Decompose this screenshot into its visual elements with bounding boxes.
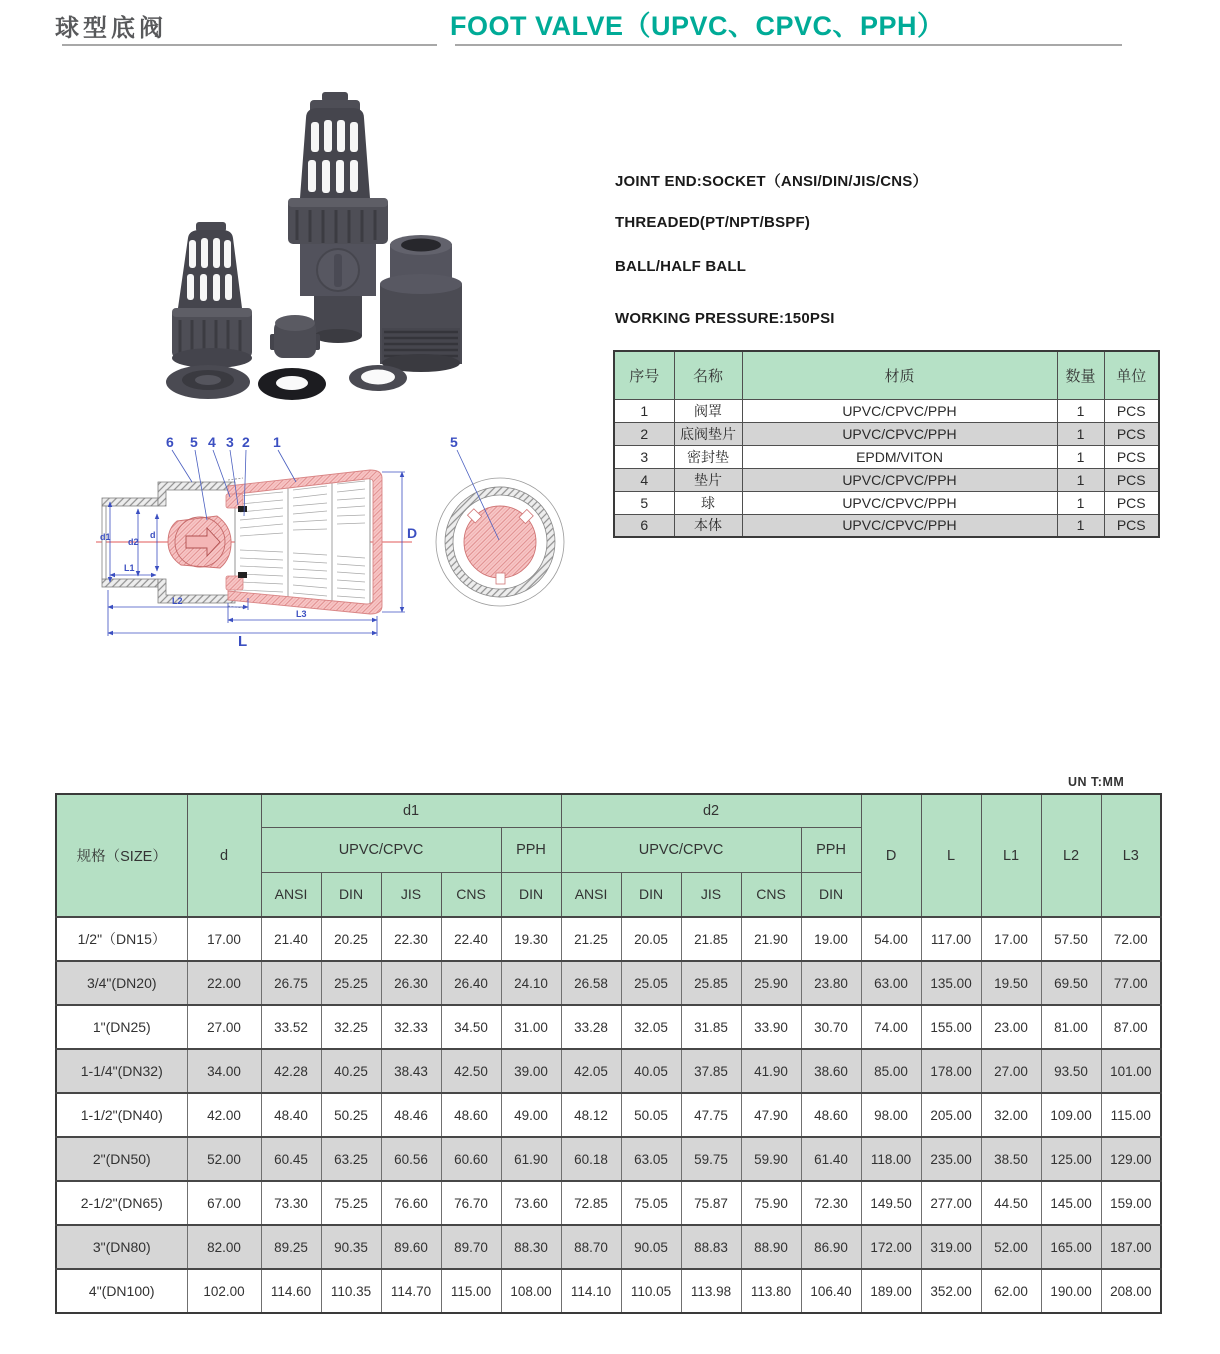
dim-cell: 98.00: [861, 1093, 921, 1137]
parts-cell: 1: [614, 399, 674, 422]
parts-cell: 3: [614, 445, 674, 468]
ball-section: [168, 516, 231, 568]
svg-text:L: L: [238, 633, 248, 650]
dim-row: [56, 1005, 1161, 1049]
dim-cell: 73.60: [501, 1181, 561, 1225]
size-cell: 1-1/2"(DN40): [56, 1093, 187, 1137]
dim-cell: 208.00: [1101, 1269, 1161, 1313]
size-cell: 3"(DN80): [56, 1225, 187, 1269]
dim-cell: 113.80: [741, 1269, 801, 1313]
dim-cell: 172.00: [861, 1225, 921, 1269]
dim-cell: 114.60: [261, 1269, 321, 1313]
size-cell: 1"(DN25): [56, 1005, 187, 1049]
dim-cell: 17.00: [981, 917, 1041, 961]
L-header: L: [921, 794, 981, 917]
dim-cell: 52.00: [981, 1225, 1041, 1269]
callout-labels: [166, 434, 281, 450]
dim-cell: 21.90: [741, 917, 801, 961]
dim-cell: 319.00: [921, 1225, 981, 1269]
dim-cell: 113.98: [681, 1269, 741, 1313]
dim-cell: 60.56: [381, 1137, 441, 1181]
dim-cell: 17.00: [187, 917, 261, 961]
dim-cell: 34.50: [441, 1005, 501, 1049]
L3-header: L3: [1101, 794, 1161, 917]
dim-cell: 62.00: [981, 1269, 1041, 1313]
dim-cell: 88.70: [561, 1225, 621, 1269]
parts-cell: 本体: [674, 514, 742, 537]
dim-cell: 50.25: [321, 1093, 381, 1137]
parts-cell: 2: [614, 422, 674, 445]
size-header: 规格（SIZE）: [56, 794, 187, 917]
dim-cell: 33.28: [561, 1005, 621, 1049]
parts-cell: 6: [614, 514, 674, 537]
dim-cell: 149.50: [861, 1181, 921, 1225]
d2-group-header: d2: [561, 794, 861, 827]
parts-cell: UPVC/CPVC/PPH: [742, 514, 1057, 537]
parts-cell: 1: [1057, 445, 1104, 468]
svg-text:d2: d2: [128, 537, 139, 547]
dim-cell: 63.25: [321, 1137, 381, 1181]
parts-header-cell: 名称: [674, 351, 742, 399]
parts-row: [614, 491, 1159, 514]
technical-drawing: [80, 420, 620, 650]
parts-cell: 1: [1057, 422, 1104, 445]
parts-cell: 底阀垫片: [674, 422, 742, 445]
dim-cell: 33.90: [741, 1005, 801, 1049]
end-view-callout: 5: [450, 434, 458, 450]
dim-cell: 27.00: [187, 1005, 261, 1049]
parts-cell: 1: [1057, 491, 1104, 514]
spec-line: THREADED(PT/NPT/BSPF): [615, 214, 811, 231]
svg-text:3: 3: [226, 434, 234, 450]
dim-cell: 42.05: [561, 1049, 621, 1093]
dim-cell: 159.00: [1101, 1181, 1161, 1225]
dim-cell: 190.00: [1041, 1269, 1101, 1313]
svg-text:6: 6: [166, 434, 174, 450]
dim-cell: 30.70: [801, 1005, 861, 1049]
parts-cell: PCS: [1104, 399, 1159, 422]
dim-cell: 20.25: [321, 917, 381, 961]
spec-line: WORKING PRESSURE:150PSI: [615, 310, 835, 327]
dim-cell: 85.00: [861, 1049, 921, 1093]
parts-cell: UPVC/CPVC/PPH: [742, 399, 1057, 422]
header-divider-left: [62, 44, 437, 46]
dim-cell: 40.25: [321, 1049, 381, 1093]
dim-cell: 77.00: [1101, 961, 1161, 1005]
dim-cell: 31.00: [501, 1005, 561, 1049]
header-divider-right: [455, 44, 1122, 46]
dim-cell: 54.00: [861, 917, 921, 961]
dim-cell: 31.85: [681, 1005, 741, 1049]
dim-cell: 34.00: [187, 1049, 261, 1093]
dim-cell: 72.30: [801, 1181, 861, 1225]
parts-header-cell: 材质: [742, 351, 1057, 399]
dim-cell: 49.00: [501, 1093, 561, 1137]
dim-cell: 89.70: [441, 1225, 501, 1269]
dim-header-row-1: [56, 794, 1161, 827]
svg-text:1: 1: [273, 434, 281, 450]
parts-table: [613, 350, 1160, 538]
dim-cell: 72.00: [1101, 917, 1161, 961]
size-cell: 3/4"(DN20): [56, 961, 187, 1005]
dim-cell: 115.00: [441, 1269, 501, 1313]
pph-header: PPH: [801, 827, 861, 872]
parts-row: [614, 445, 1159, 468]
standard-header-cell: JIS: [681, 872, 741, 917]
dim-cell: 135.00: [921, 961, 981, 1005]
strainer-cage: [235, 475, 370, 610]
material-group-header: UPVC/CPVC: [561, 827, 801, 872]
size-cell: 1-1/4"(DN32): [56, 1049, 187, 1093]
dim-cell: 21.25: [561, 917, 621, 961]
dim-cell: 48.60: [441, 1093, 501, 1137]
dim-cell: 61.90: [501, 1137, 561, 1181]
dim-cell: 25.90: [741, 961, 801, 1005]
size-cell: 2"(DN50): [56, 1137, 187, 1181]
dim-cell: 88.30: [501, 1225, 561, 1269]
dim-cell: 22.00: [187, 961, 261, 1005]
d1-group-header: d1: [261, 794, 561, 827]
parts-cell: 1: [1057, 399, 1104, 422]
dim-cell: 108.00: [501, 1269, 561, 1313]
dim-cell: 235.00: [921, 1137, 981, 1181]
valve-cap: [270, 315, 320, 358]
dim-cell: 277.00: [921, 1181, 981, 1225]
dim-cell: 57.50: [1041, 917, 1101, 961]
dim-cell: 114.70: [381, 1269, 441, 1313]
parts-cell: 1: [1057, 468, 1104, 491]
gasket-right: [349, 365, 407, 391]
parts-cell: PCS: [1104, 514, 1159, 537]
standard-header-cell: ANSI: [561, 872, 621, 917]
dim-cell: 38.50: [981, 1137, 1041, 1181]
dim-cell: 72.85: [561, 1181, 621, 1225]
dim-cell: 89.25: [261, 1225, 321, 1269]
parts-cell: 4: [614, 468, 674, 491]
dim-cell: 189.00: [861, 1269, 921, 1313]
dim-cell: 22.40: [441, 917, 501, 961]
dim-cell: 27.00: [981, 1049, 1041, 1093]
dim-cell: 25.85: [681, 961, 741, 1005]
standard-header-cell: CNS: [441, 872, 501, 917]
dim-cell: 118.00: [861, 1137, 921, 1181]
dim-row: [56, 1225, 1161, 1269]
dim-cell: 86.90: [801, 1225, 861, 1269]
dim-cell: 21.40: [261, 917, 321, 961]
dim-cell: 63.00: [861, 961, 921, 1005]
dim-cell: 82.00: [187, 1225, 261, 1269]
dim-cell: 48.40: [261, 1093, 321, 1137]
parts-cell: 5: [614, 491, 674, 514]
dim-cell: 75.90: [741, 1181, 801, 1225]
parts-cell: EPDM/VITON: [742, 445, 1057, 468]
dim-cell: 50.05: [621, 1093, 681, 1137]
dim-cell: 60.45: [261, 1137, 321, 1181]
dim-cell: 106.40: [801, 1269, 861, 1313]
dim-row: [56, 1093, 1161, 1137]
parts-cell: PCS: [1104, 422, 1159, 445]
dim-cell: 22.30: [381, 917, 441, 961]
parts-row: [614, 399, 1159, 422]
dim-cell: 20.05: [621, 917, 681, 961]
dim-cell: 26.40: [441, 961, 501, 1005]
dimension-table: [55, 793, 1162, 1314]
dim-cell: 38.60: [801, 1049, 861, 1093]
dim-cell: 178.00: [921, 1049, 981, 1093]
dim-cell: 23.00: [981, 1005, 1041, 1049]
dim-cell: 110.35: [321, 1269, 381, 1313]
pph-header: PPH: [501, 827, 561, 872]
standard-header-cell: DIN: [501, 872, 561, 917]
dim-cell: 61.40: [801, 1137, 861, 1181]
L1-header: L1: [981, 794, 1041, 917]
dim-cell: 109.00: [1041, 1093, 1101, 1137]
dim-cell: 117.00: [921, 917, 981, 961]
unit-note: UN T:MM: [1068, 775, 1125, 789]
dim-cell: 42.00: [187, 1093, 261, 1137]
dim-cell: 129.00: [1101, 1137, 1161, 1181]
dim-cell: 44.50: [981, 1181, 1041, 1225]
dim-row: [56, 917, 1161, 961]
dim-cell: 41.90: [741, 1049, 801, 1093]
dim-cell: 32.05: [621, 1005, 681, 1049]
dim-cell: 21.85: [681, 917, 741, 961]
dim-cell: 25.05: [621, 961, 681, 1005]
svg-text:L1: L1: [124, 563, 135, 573]
parts-header-cell: 单位: [1104, 351, 1159, 399]
dim-cell: 39.00: [501, 1049, 561, 1093]
svg-text:d: d: [150, 530, 156, 540]
socket-adapter: [380, 235, 462, 372]
page-title-zh: 球型底阀: [55, 15, 167, 42]
parts-cell: 阀罩: [674, 399, 742, 422]
L2-header: L2: [1041, 794, 1101, 917]
standard-header-cell: CNS: [741, 872, 801, 917]
parts-cell: 密封垫: [674, 445, 742, 468]
dim-cell: 75.05: [621, 1181, 681, 1225]
dim-cell: 38.43: [381, 1049, 441, 1093]
dim-cell: 59.90: [741, 1137, 801, 1181]
large-foot-valve: [288, 92, 388, 343]
parts-header-row: [614, 351, 1159, 399]
standard-header-cell: DIN: [801, 872, 861, 917]
dim-cell: 88.83: [681, 1225, 741, 1269]
dim-cell: 88.90: [741, 1225, 801, 1269]
dim-cell: 75.25: [321, 1181, 381, 1225]
dim-cell: 75.87: [681, 1181, 741, 1225]
parts-cell: 球: [674, 491, 742, 514]
spec-line: JOINT END:SOCKET（ANSI/DIN/JIS/CNS）: [615, 173, 928, 190]
dim-cell: 26.30: [381, 961, 441, 1005]
dim-cell: 19.30: [501, 917, 561, 961]
dim-cell: 26.58: [561, 961, 621, 1005]
dim-cell: 76.70: [441, 1181, 501, 1225]
parts-row: [614, 422, 1159, 445]
dim-cell: 67.00: [187, 1181, 261, 1225]
dim-cell: 114.10: [561, 1269, 621, 1313]
dim-cell: 101.00: [1101, 1049, 1161, 1093]
standard-header-cell: JIS: [381, 872, 441, 917]
dim-row: [56, 1137, 1161, 1181]
page-title-en: FOOT VALVE（UPVC、CPVC、PPH）: [450, 11, 945, 41]
dim-cell: 32.33: [381, 1005, 441, 1049]
d-header: d: [187, 794, 261, 917]
dim-cell: 352.00: [921, 1269, 981, 1313]
dim-cell: 165.00: [1041, 1225, 1101, 1269]
gasket-left: [166, 365, 250, 399]
dim-cell: 90.35: [321, 1225, 381, 1269]
dim-cell: 48.12: [561, 1093, 621, 1137]
dim-cell: 48.60: [801, 1093, 861, 1137]
parts-cell: UPVC/CPVC/PPH: [742, 491, 1057, 514]
parts-cell: 垫片: [674, 468, 742, 491]
dim-cell: 48.46: [381, 1093, 441, 1137]
dim-cell: 19.50: [981, 961, 1041, 1005]
dim-cell: 60.18: [561, 1137, 621, 1181]
dim-cell: 59.75: [681, 1137, 741, 1181]
dim-cell: 40.05: [621, 1049, 681, 1093]
dim-cell: 32.00: [981, 1093, 1041, 1137]
parts-row: [614, 514, 1159, 537]
parts-header-cell: 序号: [614, 351, 674, 399]
gasket-center: [258, 368, 326, 400]
svg-text:4: 4: [208, 434, 216, 450]
standard-header-cell: ANSI: [261, 872, 321, 917]
dim-cell: 110.05: [621, 1269, 681, 1313]
svg-text:d1: d1: [100, 532, 111, 542]
parts-cell: PCS: [1104, 445, 1159, 468]
dim-cell: 60.60: [441, 1137, 501, 1181]
svg-text:5: 5: [190, 434, 198, 450]
standard-header-cell: DIN: [621, 872, 681, 917]
parts-cell: UPVC/CPVC/PPH: [742, 422, 1057, 445]
dim-cell: 93.50: [1041, 1049, 1101, 1093]
dim-cell: 73.30: [261, 1181, 321, 1225]
dim-cell: 187.00: [1101, 1225, 1161, 1269]
size-cell: 4"(DN100): [56, 1269, 187, 1313]
dim-cell: 63.05: [621, 1137, 681, 1181]
size-cell: 1/2"（DN15）: [56, 917, 187, 961]
dim-cell: 42.28: [261, 1049, 321, 1093]
standard-header-cell: DIN: [321, 872, 381, 917]
material-group-header: UPVC/CPVC: [261, 827, 501, 872]
end-view: [436, 434, 564, 606]
parts-header-cell: 数量: [1057, 351, 1104, 399]
dim-cell: 102.00: [187, 1269, 261, 1313]
dim-cell: 90.05: [621, 1225, 681, 1269]
spec-line: BALL/HALF BALL: [615, 258, 747, 275]
dim-cell: 115.00: [1101, 1093, 1161, 1137]
product-photo: [60, 80, 600, 420]
dim-cell: 33.52: [261, 1005, 321, 1049]
parts-cell: UPVC/CPVC/PPH: [742, 468, 1057, 491]
small-foot-valve: [172, 222, 252, 368]
dim-cell: 23.80: [801, 961, 861, 1005]
dim-cell: 81.00: [1041, 1005, 1101, 1049]
svg-text:L3: L3: [296, 609, 307, 619]
dim-cell: 42.50: [441, 1049, 501, 1093]
parts-cell: PCS: [1104, 491, 1159, 514]
dim-row: [56, 1181, 1161, 1225]
dim-row: [56, 1269, 1161, 1313]
dim-cell: 47.75: [681, 1093, 741, 1137]
dim-cell: 52.00: [187, 1137, 261, 1181]
dim-cell: 47.90: [741, 1093, 801, 1137]
dim-cell: 125.00: [1041, 1137, 1101, 1181]
dim-cell: 145.00: [1041, 1181, 1101, 1225]
dim-cell: 89.60: [381, 1225, 441, 1269]
dim-cell: 37.85: [681, 1049, 741, 1093]
dim-row: [56, 961, 1161, 1005]
D-header: D: [861, 794, 921, 917]
svg-text:D: D: [407, 525, 418, 541]
parts-cell: 1: [1057, 514, 1104, 537]
size-cell: 2-1/2"(DN65): [56, 1181, 187, 1225]
svg-text:2: 2: [242, 434, 250, 450]
dim-cell: 19.00: [801, 917, 861, 961]
dim-cell: 24.10: [501, 961, 561, 1005]
dim-cell: 155.00: [921, 1005, 981, 1049]
dim-cell: 69.50: [1041, 961, 1101, 1005]
dim-cell: 87.00: [1101, 1005, 1161, 1049]
svg-text:L2: L2: [172, 596, 183, 606]
dim-row: [56, 1049, 1161, 1093]
dim-cell: 32.25: [321, 1005, 381, 1049]
dim-cell: 205.00: [921, 1093, 981, 1137]
dim-cell: 26.75: [261, 961, 321, 1005]
parts-row: [614, 468, 1159, 491]
parts-cell: PCS: [1104, 468, 1159, 491]
dim-cell: 76.60: [381, 1181, 441, 1225]
dim-cell: 25.25: [321, 961, 381, 1005]
dim-cell: 74.00: [861, 1005, 921, 1049]
